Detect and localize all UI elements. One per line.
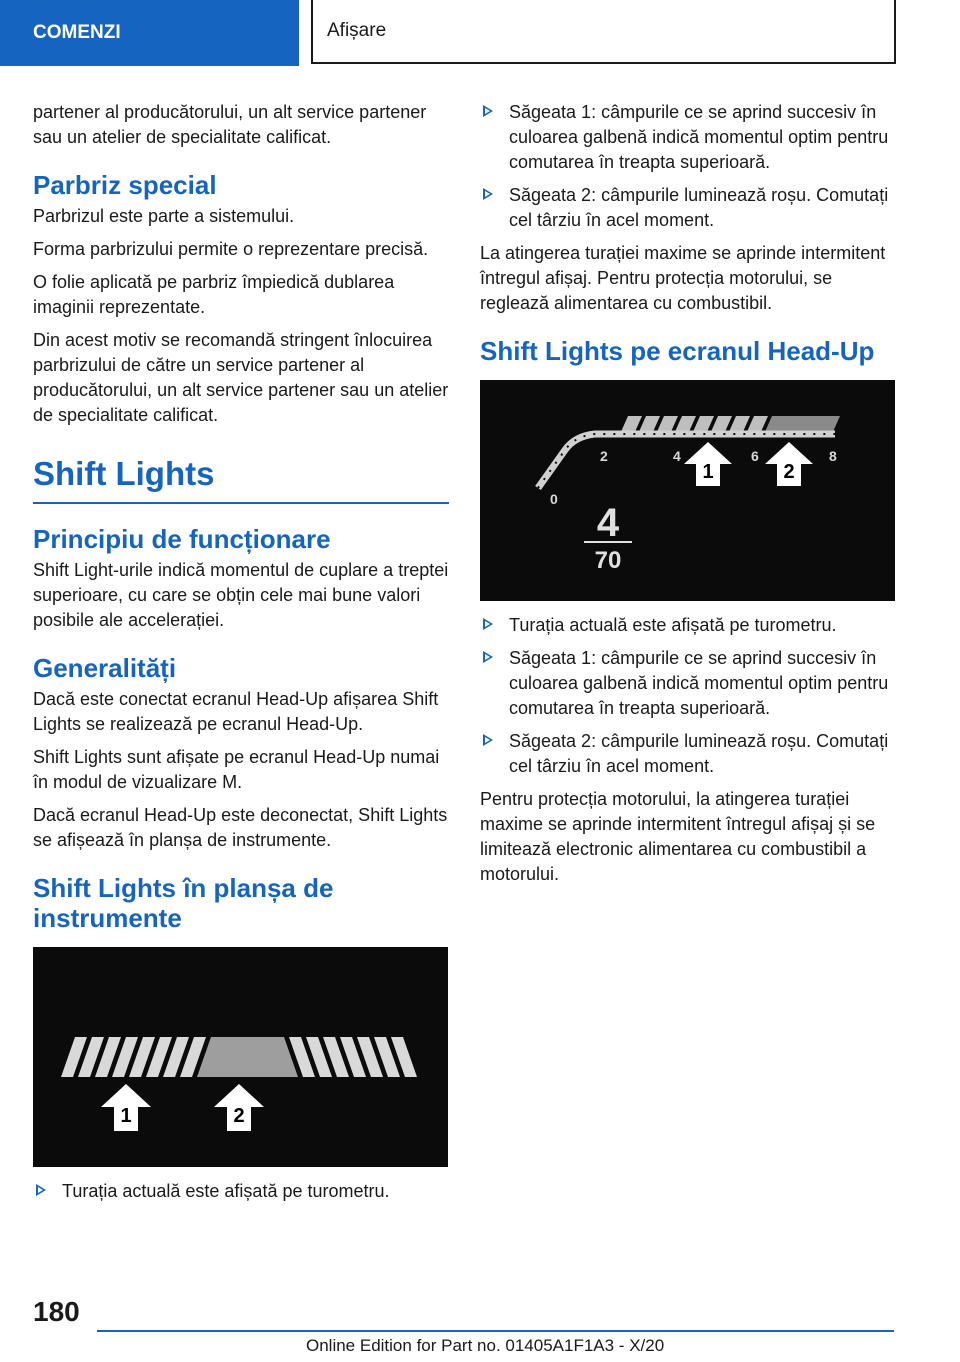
tick-label: 2 [600,448,608,464]
list-item: Săgeata 1: câmpurile ce se aprind succesiv în culoarea galbenă indică momentul optim pentru comutarea în treapta superioară. [480,100,896,175]
heading-generalitati: Generalități [33,653,177,683]
triangle-bullet-icon [483,651,493,663]
bullet-list [480,100,896,233]
heading-shift-lights: Shift Lights [33,452,449,504]
arrow-2-label: 2 [233,1105,245,1127]
instrument-cluster-figure [33,947,448,1167]
triangle-bullet-icon [483,188,493,200]
triangle-bullet-icon [483,734,493,746]
left-column [33,100,449,1212]
tick-label: 8 [829,448,837,464]
arrow-2-label: 2 [783,461,795,483]
intro-paragraph: partener al producătorului, un alt service partener sau un atelier de specialitate calificat. [33,102,427,147]
paragraph: Forma parbrizului permite o reprezentare precisă. [33,239,429,259]
tick-label: 4 [673,448,681,464]
heading-hud: Shift Lights pe ecranul Head-Up [480,336,875,366]
arrow-2-icon [214,1084,264,1131]
hud-shift-lights-illustration [480,380,895,601]
list-item: Turația actuală este afișată pe turometru. [33,1179,449,1204]
arrow-1-icon [684,442,732,486]
paragraph: Dacă ecranul Head-Up este deconectat, Shift Lights se afișează în planșa de instrumente. [33,805,448,850]
shift-light-segments [61,1037,417,1077]
bullet-list [33,1179,449,1204]
arrow-1-icon [101,1084,151,1131]
arrow-1-label: 1 [702,461,714,483]
paragraph: O folie aplicată pe parbriz împiedică dublarea imaginii reprezentate. [33,272,395,317]
gear-indicator: 4 [596,501,620,545]
list-item: Turația actuală este afișată pe turometru. [480,613,896,638]
paragraph: La atingerea turației maxime se aprinde intermitent întregul afișaj. Pentru protecția motorului, se reglează alimentarea cu combustibil. [480,243,886,313]
section-title: Afișare [311,0,896,64]
paragraph: Dacă este conectat ecranul Head-Up afișarea Shift Lights se realizează pe ecranul Head-Up. [33,689,439,734]
footer-divider [97,1330,894,1332]
paragraph: Pentru protecția motorului, la atingerea turației maxime se aprinde intermitent întregul afișaj și se limitează electronic alimentarea cu combustibil a motorului. [480,789,876,884]
heading-plansa-instrumente: Shift Lights în planșa de instrumente [33,873,334,933]
page-number: 180 [33,1296,80,1327]
head-up-display-figure [480,380,895,601]
tick-label: 0 [550,491,558,507]
bullet-list [480,613,896,779]
arrow-2-icon [765,442,813,486]
list-item: Săgeata 2: câmpurile luminează roșu. Comutați cel târziu în acel moment. [480,729,896,779]
tick-label: 6 [751,448,759,464]
triangle-bullet-icon [483,618,493,630]
chapter-tab[interactable]: COMENZI [0,0,299,66]
heading-principiu: Principiu de funcționare [33,524,331,554]
paragraph: Shift Light-urile indică momentul de cuplare a treptei superioare, cu care se obțin cele mai bune valori posibile ale accelerației. [33,560,449,630]
list-item: Săgeata 1: câmpurile ce se aprind succesiv în culoarea galbenă indică momentul optim pentru comutarea în treapta superioară. [480,646,896,721]
right-column [480,100,896,895]
arrow-1-label: 1 [120,1105,132,1127]
list-item: Săgeata 2: câmpurile luminează roșu. Comutați cel târziu în acel moment. [480,183,896,233]
heading-parbriz-special: Parbriz special [33,170,217,200]
paragraph: Din acest motiv se recomandă stringent înlocuirea parbrizului de către un service partener al producătorului, un alt service partener sau un atelier de specialitate calificat. [33,330,449,425]
speed-readout: 70 [594,547,622,574]
paragraph: Parbrizul este parte a sistemului. [33,206,295,226]
shift-lights-bar-illustration [33,947,448,1167]
footer-edition: Online Edition for Part no. 01405A1F1A3 - X/20 [306,1336,665,1355]
triangle-bullet-icon [483,105,493,117]
paragraph: Shift Lights sunt afișate pe ecranul Head-Up numai în modul de vizualizare M. [33,747,440,792]
triangle-bullet-icon [36,1184,46,1196]
